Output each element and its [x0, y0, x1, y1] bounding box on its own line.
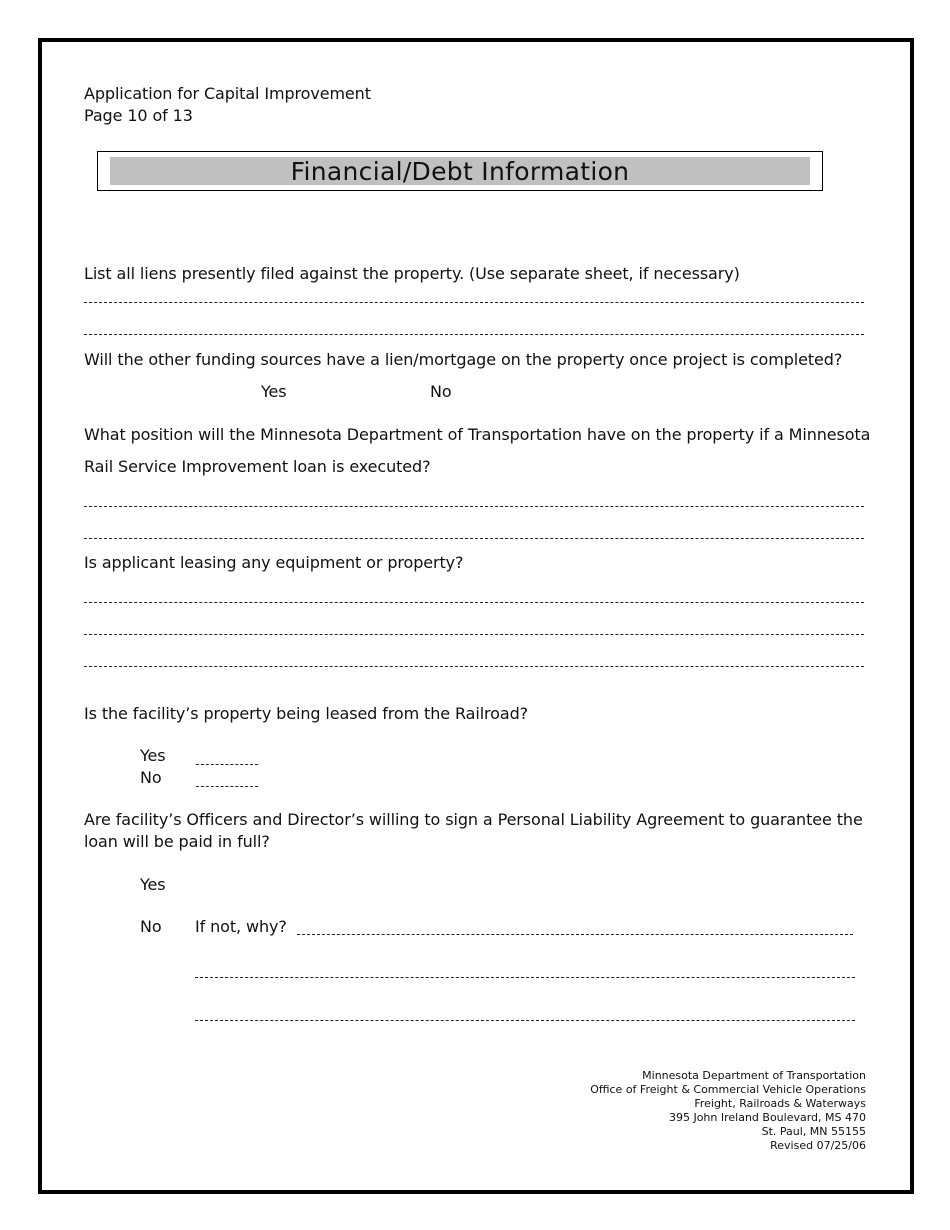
section-title: Financial/Debt Information	[110, 157, 810, 185]
railroad-lease-yes-blank[interactable]	[196, 764, 258, 765]
railroad-lease-question: Is the facility’s property being leased from the Railroad?	[84, 704, 529, 723]
railroad-lease-no-label: No	[140, 768, 162, 787]
why-answer-line-1[interactable]	[297, 934, 853, 935]
leasing-answer-line-2[interactable]	[84, 634, 864, 635]
funding-lien-yes[interactable]: Yes	[261, 382, 287, 401]
position-answer-line-1[interactable]	[84, 506, 864, 507]
liens-question: List all liens presently filed against the property. (Use separate sheet, if necessary)	[84, 264, 740, 283]
position-question-line-2: Rail Service Improvement loan is executed?	[84, 457, 431, 476]
page-indicator: Page 10 of 13	[84, 106, 193, 125]
leasing-answer-line-3[interactable]	[84, 666, 864, 667]
position-answer-line-2[interactable]	[84, 538, 864, 539]
funding-lien-no[interactable]: No	[430, 382, 452, 401]
if-not-why-label: If not, why?	[195, 917, 287, 936]
funding-lien-question: Will the other funding sources have a lien/mortgage on the property once project is completed?	[84, 350, 843, 369]
liability-question-line-1: Are facility’s Officers and Director’s willing to sign a Personal Liability Agreement to guarantee the	[84, 810, 863, 829]
document-title: Application for Capital Improvement	[84, 84, 371, 103]
footer-line-5: St. Paul, MN 55155	[761, 1125, 866, 1138]
liens-answer-line-2[interactable]	[84, 334, 864, 335]
liability-yes[interactable]: Yes	[140, 875, 166, 894]
footer-address	[590, 1069, 866, 1153]
why-answer-line-2[interactable]	[195, 977, 855, 978]
railroad-lease-no-blank[interactable]	[196, 786, 258, 787]
section-title-box	[97, 151, 823, 191]
why-answer-line-3[interactable]	[195, 1020, 855, 1021]
footer-line-2: Office of Freight & Commercial Vehicle Operations	[590, 1083, 866, 1096]
footer-line-3: Freight, Railroads & Waterways	[694, 1097, 866, 1110]
leasing-answer-line-1[interactable]	[84, 602, 864, 603]
footer-line-1: Minnesota Department of Transportation	[642, 1069, 866, 1082]
liens-answer-line-1[interactable]	[84, 302, 864, 303]
liability-no[interactable]: No	[140, 917, 162, 936]
liability-question-line-2: loan will be paid in full?	[84, 832, 270, 851]
leasing-question: Is applicant leasing any equipment or property?	[84, 553, 464, 572]
position-question-line-1: What position will the Minnesota Department of Transportation have on the property if a Minnesota	[84, 425, 871, 444]
railroad-lease-yes-label: Yes	[140, 746, 166, 765]
footer-line-4: 395 John Ireland Boulevard, MS 470	[668, 1111, 866, 1124]
footer-line-6: Revised 07/25/06	[770, 1139, 866, 1152]
